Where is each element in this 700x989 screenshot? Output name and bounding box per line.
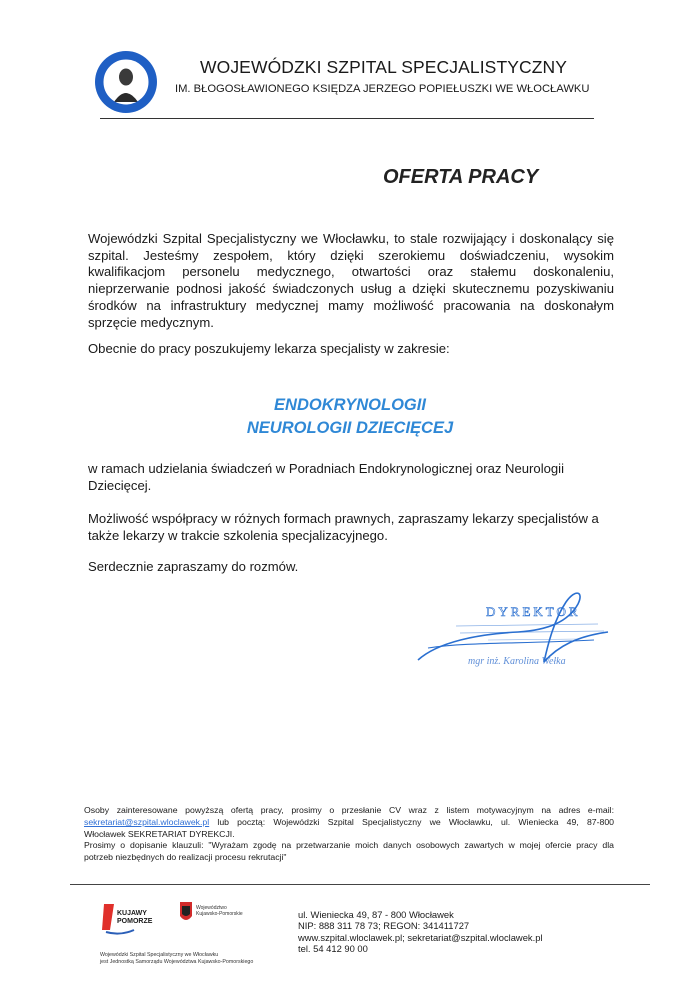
- footnote-line-2: [84, 817, 614, 829]
- footnote-line-4: Prosimy o dopisanie klauzuli: "Wyrażam zgodę na przetwarzanie moich danych osobowych zawartych w mojej ofercie pracy dla: [84, 840, 614, 851]
- document-title: OFERTA PRACY: [383, 166, 539, 188]
- footnote-line-2-rest: lub pocztą: Wojewódzki Szpital Specjalistyczny we Włocławku, ul. Wieniecka 49, 87-800: [209, 816, 614, 827]
- voivodeship-name: [196, 905, 243, 917]
- header-divider: [100, 118, 594, 119]
- intro-paragraph: Wojewódzki Szpital Specjalistyczny we Włocławku, to stale rozwijający i doskonalący się szpital. Jesteśmy zespołem, który dzięki szerokiemu doświadczeniu, wysokim kwalifikacjom personelu medycznego, otwartości oraz stałemu doskonaleniu, nieprzerwanie podnosi jakość świadczonych usług a dzięki skutecznemu pozyskiwaniu środków na infrastruktury medycznej mamy możliwość pracowania na doskonałym sprzęcie medycznym.: [88, 231, 614, 330]
- kujawy-text-2: POMORZE: [117, 918, 153, 925]
- contact-details: [298, 909, 543, 955]
- cooperation-paragraph: Możliwość współpracy w różnych formach prawnych, zapraszamy lekarzy specjalistów a także lekarzy w trakcie szkolenia specjalizacyjnego.: [88, 511, 599, 543]
- woj-line-1: Województwo: [196, 905, 227, 911]
- contact-web[interactable]: www.szpital.wloclawek.pl; sekretariat@szpital.wloclawek.pl: [298, 931, 543, 943]
- application-instructions: [84, 805, 614, 864]
- scope-paragraph: w ramach udzielania świadczeń w Poradniach Endokrynologicznej oraz Neurologii Dziecięcej.: [88, 461, 564, 493]
- specialty-endocrinology: ENDOKRYNOLOGII: [274, 396, 426, 414]
- woj-line-2: Kujawsko-Pomorskie: [196, 911, 243, 917]
- footer-divider: [70, 884, 650, 885]
- contact-phone: tel. 54 412 90 00: [298, 943, 368, 955]
- org-line-1: Wojewódzki Szpital Specjalistyczny we Włocławku: [100, 952, 219, 958]
- kujawy-text-1: KUJAWY: [117, 910, 147, 917]
- contact-address: ul. Wieniecka 49, 87 - 800 Włocławek: [298, 909, 454, 920]
- footnote-line-5: potrzeb niezbędnych do realizacji procesu rekrutacji": [84, 852, 287, 863]
- footnote-line-3: Włocławek SEKRETARIAT DYREKCJI.: [84, 828, 235, 839]
- hospital-logo: [94, 50, 158, 114]
- footer-organization: [100, 952, 253, 966]
- hospital-subtitle: IM. BŁOGOSŁAWIONEGO KSIĘDZA JERZEGO POPIEŁUSZKI WE WŁOCŁAWKU: [175, 83, 590, 95]
- footnote-line-1: Osoby zainteresowane powyższą ofertą pracy, prosimy o przesłanie CV wraz z listem motywacyjnym na adres e-mail:: [84, 805, 614, 815]
- looking-for-text: Obecnie do pracy poszukujemy lekarza specjalisty w zakresie:: [88, 341, 450, 356]
- director-stamp-signature: [398, 582, 620, 670]
- specialty-child-neurology: NEUROLOGII DZIECIĘCEJ: [246, 419, 454, 437]
- stamp-role: DYREKTOR: [486, 604, 581, 619]
- email-link[interactable]: sekretariat@szpital.wloclawek.pl: [84, 816, 210, 827]
- contact-ids: NIP: 888 311 78 73; REGON: 341411727: [298, 920, 470, 932]
- org-line-2: jest Jednostką Samorządu Województwa Kujawsko-Pomorskiego: [100, 959, 254, 965]
- kujawy-pomorze-logo: [100, 900, 162, 936]
- invitation-text: Serdecznie zapraszamy do rozmów.: [88, 559, 299, 574]
- hospital-name: WOJEWÓDZKI SZPITAL SPECJALISTYCZNY: [200, 57, 568, 77]
- stamp-name: mgr inż. Karolina Wełka: [468, 656, 566, 667]
